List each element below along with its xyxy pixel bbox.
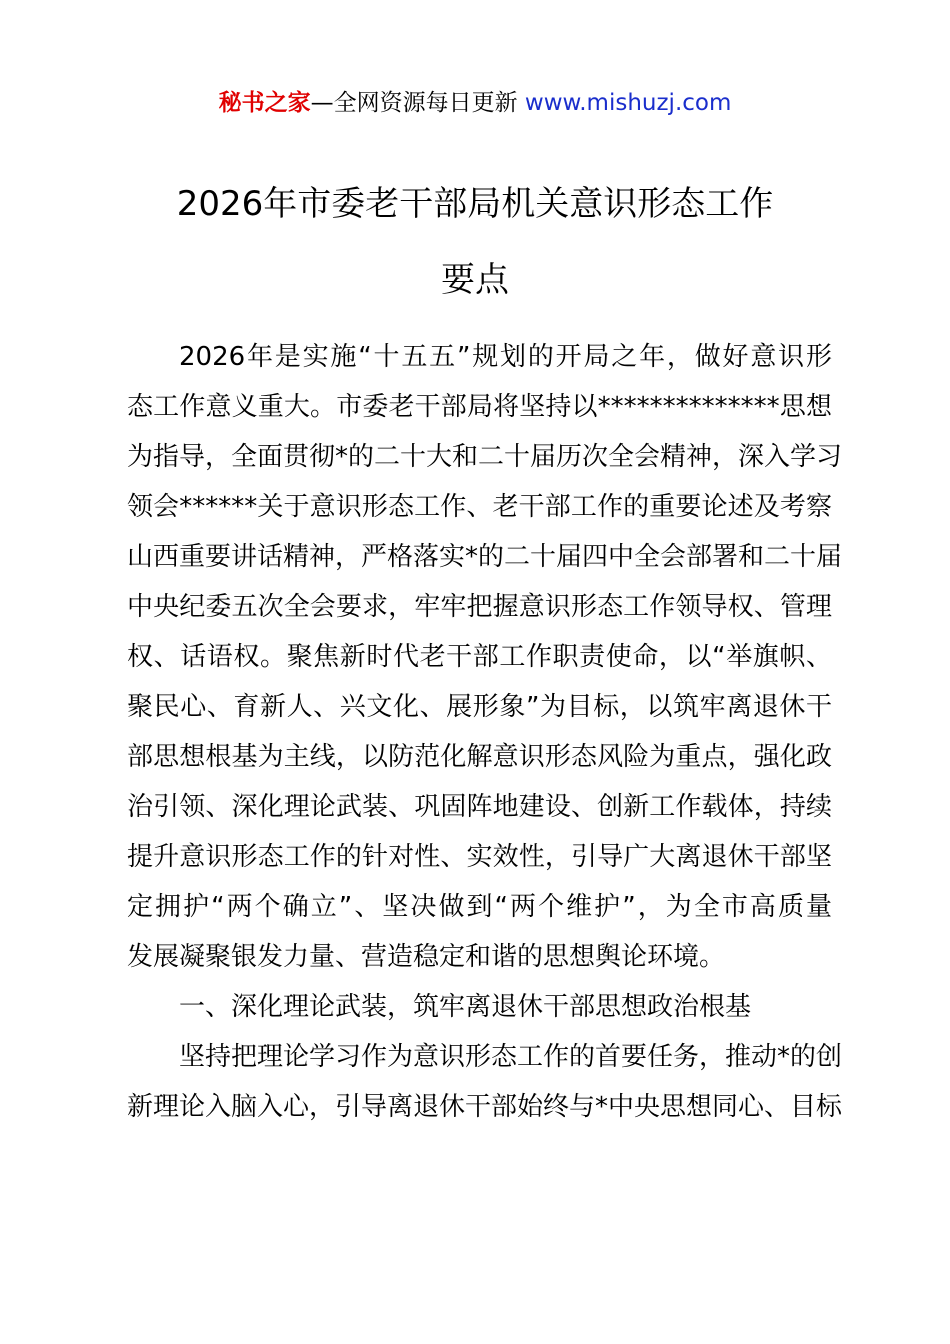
document-title-line-2: 要点 — [441, 260, 509, 300]
body-line: 领会******关于意识形态工作、老干部工作的重要论述及考察 — [127, 492, 832, 522]
body-line: 治引领、深化理论武装、巩固阵地建设、创新工作载体，持续 — [127, 792, 832, 822]
body-line: 定拥护“两个确立”、坚决做到“两个维护”，为全市高质量 — [127, 892, 832, 922]
body-line: 提升意识形态工作的针对性、实效性，引导广大离退休干部坚 — [127, 842, 832, 872]
body-line: 态工作意义重大。市委老干部局将坚持以**************思想 — [127, 392, 832, 422]
document-title-line-1: 2026年市委老干部局机关意识形态工作 — [176, 184, 774, 224]
body-line: 部思想根基为主线，以防范化解意识形态风险为重点，强化政 — [127, 742, 832, 772]
body-line: 聚民心、育新人、兴文化、展形象”为目标，以筑牢离退休干 — [127, 692, 832, 722]
body-line: 为指导，全面贯彻*的二十大和二十届历次全会精神，深入学习 — [127, 442, 843, 472]
site-brand: 秘书之家 — [218, 90, 311, 116]
document-body — [127, 332, 843, 1132]
site-slogan: —全网资源每日更新 — [310, 90, 525, 116]
body-line: 山西重要讲话精神，严格落实*的二十届四中全会部署和二十届 — [127, 542, 843, 572]
body-line: 权、话语权。聚焦新时代老干部工作职责使命，以“举旗帜、 — [127, 642, 832, 672]
body-line: 坚持把理论学习作为意识形态工作的首要任务，推动*的创 — [179, 1042, 843, 1072]
section-heading: 一、深化理论武装，筑牢离退休干部思想政治根基 — [179, 992, 752, 1022]
body-line: 新理论入脑入心，引导离退休干部始终与*中央思想同心、目标 — [127, 1092, 843, 1122]
body-line: 2026年是实施“十五五”规划的开局之年，做好意识形 — [179, 342, 832, 372]
site-url-link[interactable]: www.mishuzj.com — [524, 90, 732, 116]
body-line: 发展凝聚银发力量、营造稳定和谐的思想舆论环境。 — [127, 942, 726, 972]
body-line: 中央纪委五次全会要求，牢牢把握意识形态工作领导权、管理 — [127, 592, 832, 622]
site-header — [0, 86, 950, 120]
